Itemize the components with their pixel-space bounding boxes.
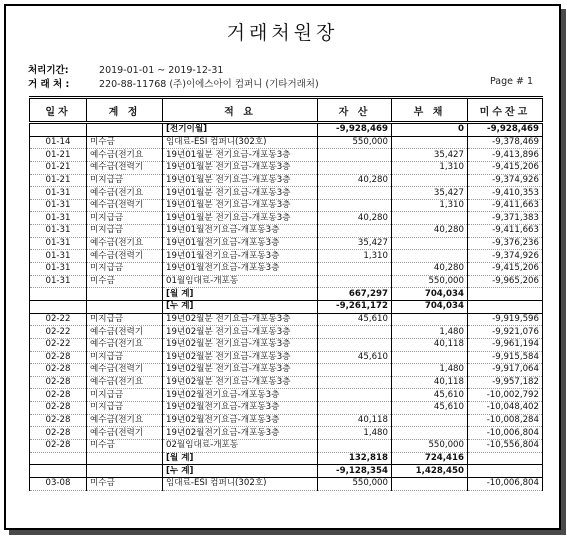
row-account: 예수금(전력기 [87,427,163,440]
row-account: 예수금(전력기 [87,326,163,339]
row-date: 02-28 [30,440,87,453]
row-memo: [누 계] [163,300,318,313]
ledger-row [30,313,543,326]
ledger-row [30,351,543,364]
header-memo: 적 요 [163,98,318,123]
row-balance: -10,048,402 [468,402,543,415]
row-date: 02-28 [30,376,87,389]
row-liability [392,477,468,490]
row-account [87,123,163,137]
row-liability [392,250,468,263]
row-balance: -10,002,792 [468,389,543,402]
ledger-row [30,326,543,339]
row-memo: 19년02월전기요금-개포동3층 [163,389,318,402]
row-date: 01-31 [30,212,87,225]
row-liability: 40,280 [392,225,468,238]
row-date [30,452,87,465]
row-balance [468,300,543,313]
row-date: 02-28 [30,351,87,364]
row-account [87,452,163,465]
row-asset: 40,118 [318,414,392,427]
row-account: 예수금(전기요 [87,338,163,351]
row-liability: 550,000 [392,440,468,453]
row-liability: 40,118 [392,376,468,389]
row-memo: [전기이월] [163,123,318,137]
row-asset [318,376,392,389]
row-asset [318,187,392,200]
row-memo: 19년01월분 전기요금-개포동3층 [163,174,318,187]
row-account [87,465,163,478]
row-asset [318,440,392,453]
row-memo: 임대료-ESI 컴퍼니(302호) [163,477,318,490]
ledger-row [30,123,543,137]
ledger-header-row [30,98,543,123]
row-date: 02-28 [30,427,87,440]
ledger-row [30,187,543,200]
row-asset: 45,610 [318,313,392,326]
row-liability: 40,280 [392,263,468,276]
row-balance: -9,928,469 [468,123,543,137]
row-date: 02-22 [30,326,87,339]
row-asset: -9,128,354 [318,465,392,478]
row-asset [318,326,392,339]
subtotal-row [30,465,543,478]
row-asset: 40,280 [318,212,392,225]
header-liability: 부 채 [392,98,468,123]
row-memo: 19년01월분 전기요금-개포동3층 [163,199,318,212]
row-memo: 19년02월분 전기요금-개포동3층 [163,326,318,339]
row-date: 01-21 [30,161,87,174]
row-account: 예수금(전기요 [87,376,163,389]
row-liability [392,351,468,364]
row-asset: 1,310 [318,250,392,263]
row-date [30,300,87,313]
row-liability [392,174,468,187]
row-account: 미지급금 [87,389,163,402]
row-date [30,465,87,478]
row-account: 예수금(전력기 [87,250,163,263]
row-liability [392,136,468,149]
period-label: 처리기간: [28,65,69,76]
row-balance [468,288,543,301]
row-date [30,123,87,137]
row-date: 02-28 [30,389,87,402]
row-balance: -9,415,206 [468,263,543,276]
row-balance: -10,556,804 [468,440,543,453]
row-memo: 19년01월분 전기요금-개포동3층 [163,149,318,162]
ledger-row [30,237,543,250]
row-asset [318,389,392,402]
client-value: 220-88-11768 (주)이에스아이 컴퍼니 (기타거래처) [99,79,319,90]
header-account: 계 정 [87,98,163,123]
row-liability [392,414,468,427]
row-balance: -9,413,896 [468,149,543,162]
header-asset: 자 산 [318,98,392,123]
row-balance: -9,965,206 [468,275,543,288]
row-liability: 45,610 [392,402,468,415]
subtotal-row [30,452,543,465]
row-liability: 704,034 [392,300,468,313]
row-balance: -9,374,926 [468,250,543,263]
row-liability: 45,610 [392,389,468,402]
row-memo: [월 계] [163,288,318,301]
ledger-row [30,414,543,427]
row-account: 미수금 [87,275,163,288]
row-memo: 19년02월분 전기요금-개포동3층 [163,338,318,351]
row-asset: -9,261,172 [318,300,392,313]
row-memo: 01월임대료-개포동 [163,275,318,288]
row-memo: 02월임대료-개포동 [163,440,318,453]
row-asset: 45,610 [318,351,392,364]
row-liability: 35,427 [392,149,468,162]
row-balance: -9,921,076 [468,326,543,339]
report-title: 거래처원장 [226,22,339,44]
period-value: 2019-01-01 ~ 2019-12-31 [99,65,224,76]
ledger-row [30,364,543,377]
row-asset: 1,480 [318,427,392,440]
subtotal-row [30,300,543,313]
row-asset: 132,818 [318,452,392,465]
row-balance: -10,006,804 [468,427,543,440]
row-date: 01-21 [30,149,87,162]
row-asset: 550,000 [318,136,392,149]
ledger-body [30,123,543,491]
row-balance: -9,410,353 [468,187,543,200]
row-liability: 0 [392,123,468,137]
ledger-row [30,440,543,453]
row-asset: 550,000 [318,477,392,490]
row-account: 예수금(전력기 [87,161,163,174]
row-liability: 1,428,450 [392,465,468,478]
subtotal-row [30,288,543,301]
row-account: 미지급금 [87,263,163,276]
row-balance: -9,411,663 [468,199,543,212]
row-account: 예수금(전력기 [87,199,163,212]
ledger-row [30,250,543,263]
row-memo: 19년01월전기요금-개포동3층 [163,263,318,276]
row-memo: 19년02월분 전기요금-개포동3층 [163,313,318,326]
row-memo: 19년02월분 전기요금-개포동3층 [163,351,318,364]
row-memo: [월 계] [163,452,318,465]
row-date: 03-08 [30,477,87,490]
row-account: 미지급금 [87,174,163,187]
row-liability: 550,000 [392,275,468,288]
row-balance: -9,378,469 [468,136,543,149]
row-memo: 19년01월전기요금-개포동3층 [163,237,318,250]
row-liability: 1,310 [392,199,468,212]
ledger-row [30,376,543,389]
row-date: 01-31 [30,250,87,263]
row-date: 01-31 [30,263,87,276]
row-liability [392,212,468,225]
row-asset: 667,297 [318,288,392,301]
row-memo: 19년01월분 전기요금-개포동3층 [163,161,318,174]
client-label: 거 래 처 : [28,79,70,90]
row-account: 미지급금 [87,351,163,364]
ledger-row [30,338,543,351]
row-asset [318,275,392,288]
row-liability: 1,480 [392,364,468,377]
row-balance: -9,411,663 [468,225,543,238]
row-liability [392,237,468,250]
row-asset: -9,928,469 [318,123,392,137]
row-balance: -9,919,596 [468,313,543,326]
row-memo: 임대료-ESI 컴퍼니(302호) [163,136,318,149]
row-account: 미지급금 [87,212,163,225]
row-date: 02-22 [30,313,87,326]
row-date: 02-28 [30,402,87,415]
row-liability [392,427,468,440]
row-asset: 35,427 [318,237,392,250]
row-memo: 19년01월분 전기요금-개포동3층 [163,187,318,200]
row-balance: -9,961,194 [468,338,543,351]
row-balance: -9,371,383 [468,212,543,225]
row-date: 01-31 [30,275,87,288]
row-asset [318,225,392,238]
row-memo: 19년01월분 전기요금-개포동3층 [163,212,318,225]
row-liability: 1,310 [392,161,468,174]
row-memo: 19년02월전기요금-개포동3층 [163,414,318,427]
row-date: 01-14 [30,136,87,149]
ledger-row [30,402,543,415]
row-liability [392,313,468,326]
row-date: 02-22 [30,338,87,351]
row-asset [318,364,392,377]
row-account [87,288,163,301]
ledger-row [30,389,543,402]
row-date [30,288,87,301]
row-balance: -10,008,284 [468,414,543,427]
row-balance: -9,374,926 [468,174,543,187]
row-account: 미지급금 [87,225,163,238]
page-number: Page # 1 [489,76,533,87]
row-account: 미수금 [87,477,163,490]
row-asset [318,199,392,212]
row-account: 예수금(전기요 [87,237,163,250]
row-asset: 40,280 [318,174,392,187]
row-account: 예수금(전기요 [87,414,163,427]
ledger-row [30,199,543,212]
row-account [87,300,163,313]
row-date: 01-31 [30,199,87,212]
row-account: 예수금(전기요 [87,149,163,162]
row-balance [468,452,543,465]
row-asset [318,338,392,351]
row-balance: -9,376,236 [468,237,543,250]
row-account: 예수금(전기요 [87,187,163,200]
row-date: 01-31 [30,237,87,250]
row-account: 미지급금 [87,313,163,326]
header-balance: 미수잔고 [468,98,543,123]
row-memo: 19년02월전기요금-개포동3층 [163,402,318,415]
row-balance: -9,917,064 [468,364,543,377]
row-asset [318,161,392,174]
ledger-row [30,427,543,440]
row-account: 미수금 [87,136,163,149]
row-balance: -9,915,584 [468,351,543,364]
row-date: 02-28 [30,414,87,427]
ledger-row [30,212,543,225]
row-memo: 19년02월분 전기요금-개포동3층 [163,364,318,377]
row-date: 01-21 [30,174,87,187]
row-account: 미수금 [87,440,163,453]
row-date: 02-28 [30,364,87,377]
ledger-row [30,174,543,187]
row-balance: -9,415,206 [468,161,543,174]
row-liability: 35,427 [392,187,468,200]
row-memo: [누 계] [163,465,318,478]
row-memo: 19년02월분 전기요금-개포동3층 [163,376,318,389]
ledger-row [30,225,543,238]
row-account: 미지급금 [87,402,163,415]
row-date: 01-31 [30,187,87,200]
ledger-row [30,477,543,490]
ledger-row [30,263,543,276]
client-line [28,76,319,90]
row-account: 예수금(전력기 [87,364,163,377]
row-date: 01-31 [30,225,87,238]
ledger-table [29,96,543,491]
ledger-row [30,149,543,162]
row-asset [318,402,392,415]
row-asset [318,149,392,162]
header-date: 일자 [30,98,87,123]
row-memo: 19년01월전기요금-개포동3층 [163,225,318,238]
row-asset [318,263,392,276]
row-balance: -9,957,182 [468,376,543,389]
row-liability: 40,118 [392,338,468,351]
row-memo: 19년01월전기요금-개포동3층 [163,250,318,263]
row-liability: 1,480 [392,326,468,339]
ledger-row [30,161,543,174]
ledger-row [30,275,543,288]
row-liability: 704,034 [392,288,468,301]
row-balance: -10,006,804 [468,477,543,490]
ledger-report-frame [4,4,561,530]
row-liability: 724,416 [392,452,468,465]
row-balance [468,465,543,478]
ledger-row [30,136,543,149]
row-memo: 19년02월전기요금-개포동3층 [163,427,318,440]
period-line [28,62,223,76]
